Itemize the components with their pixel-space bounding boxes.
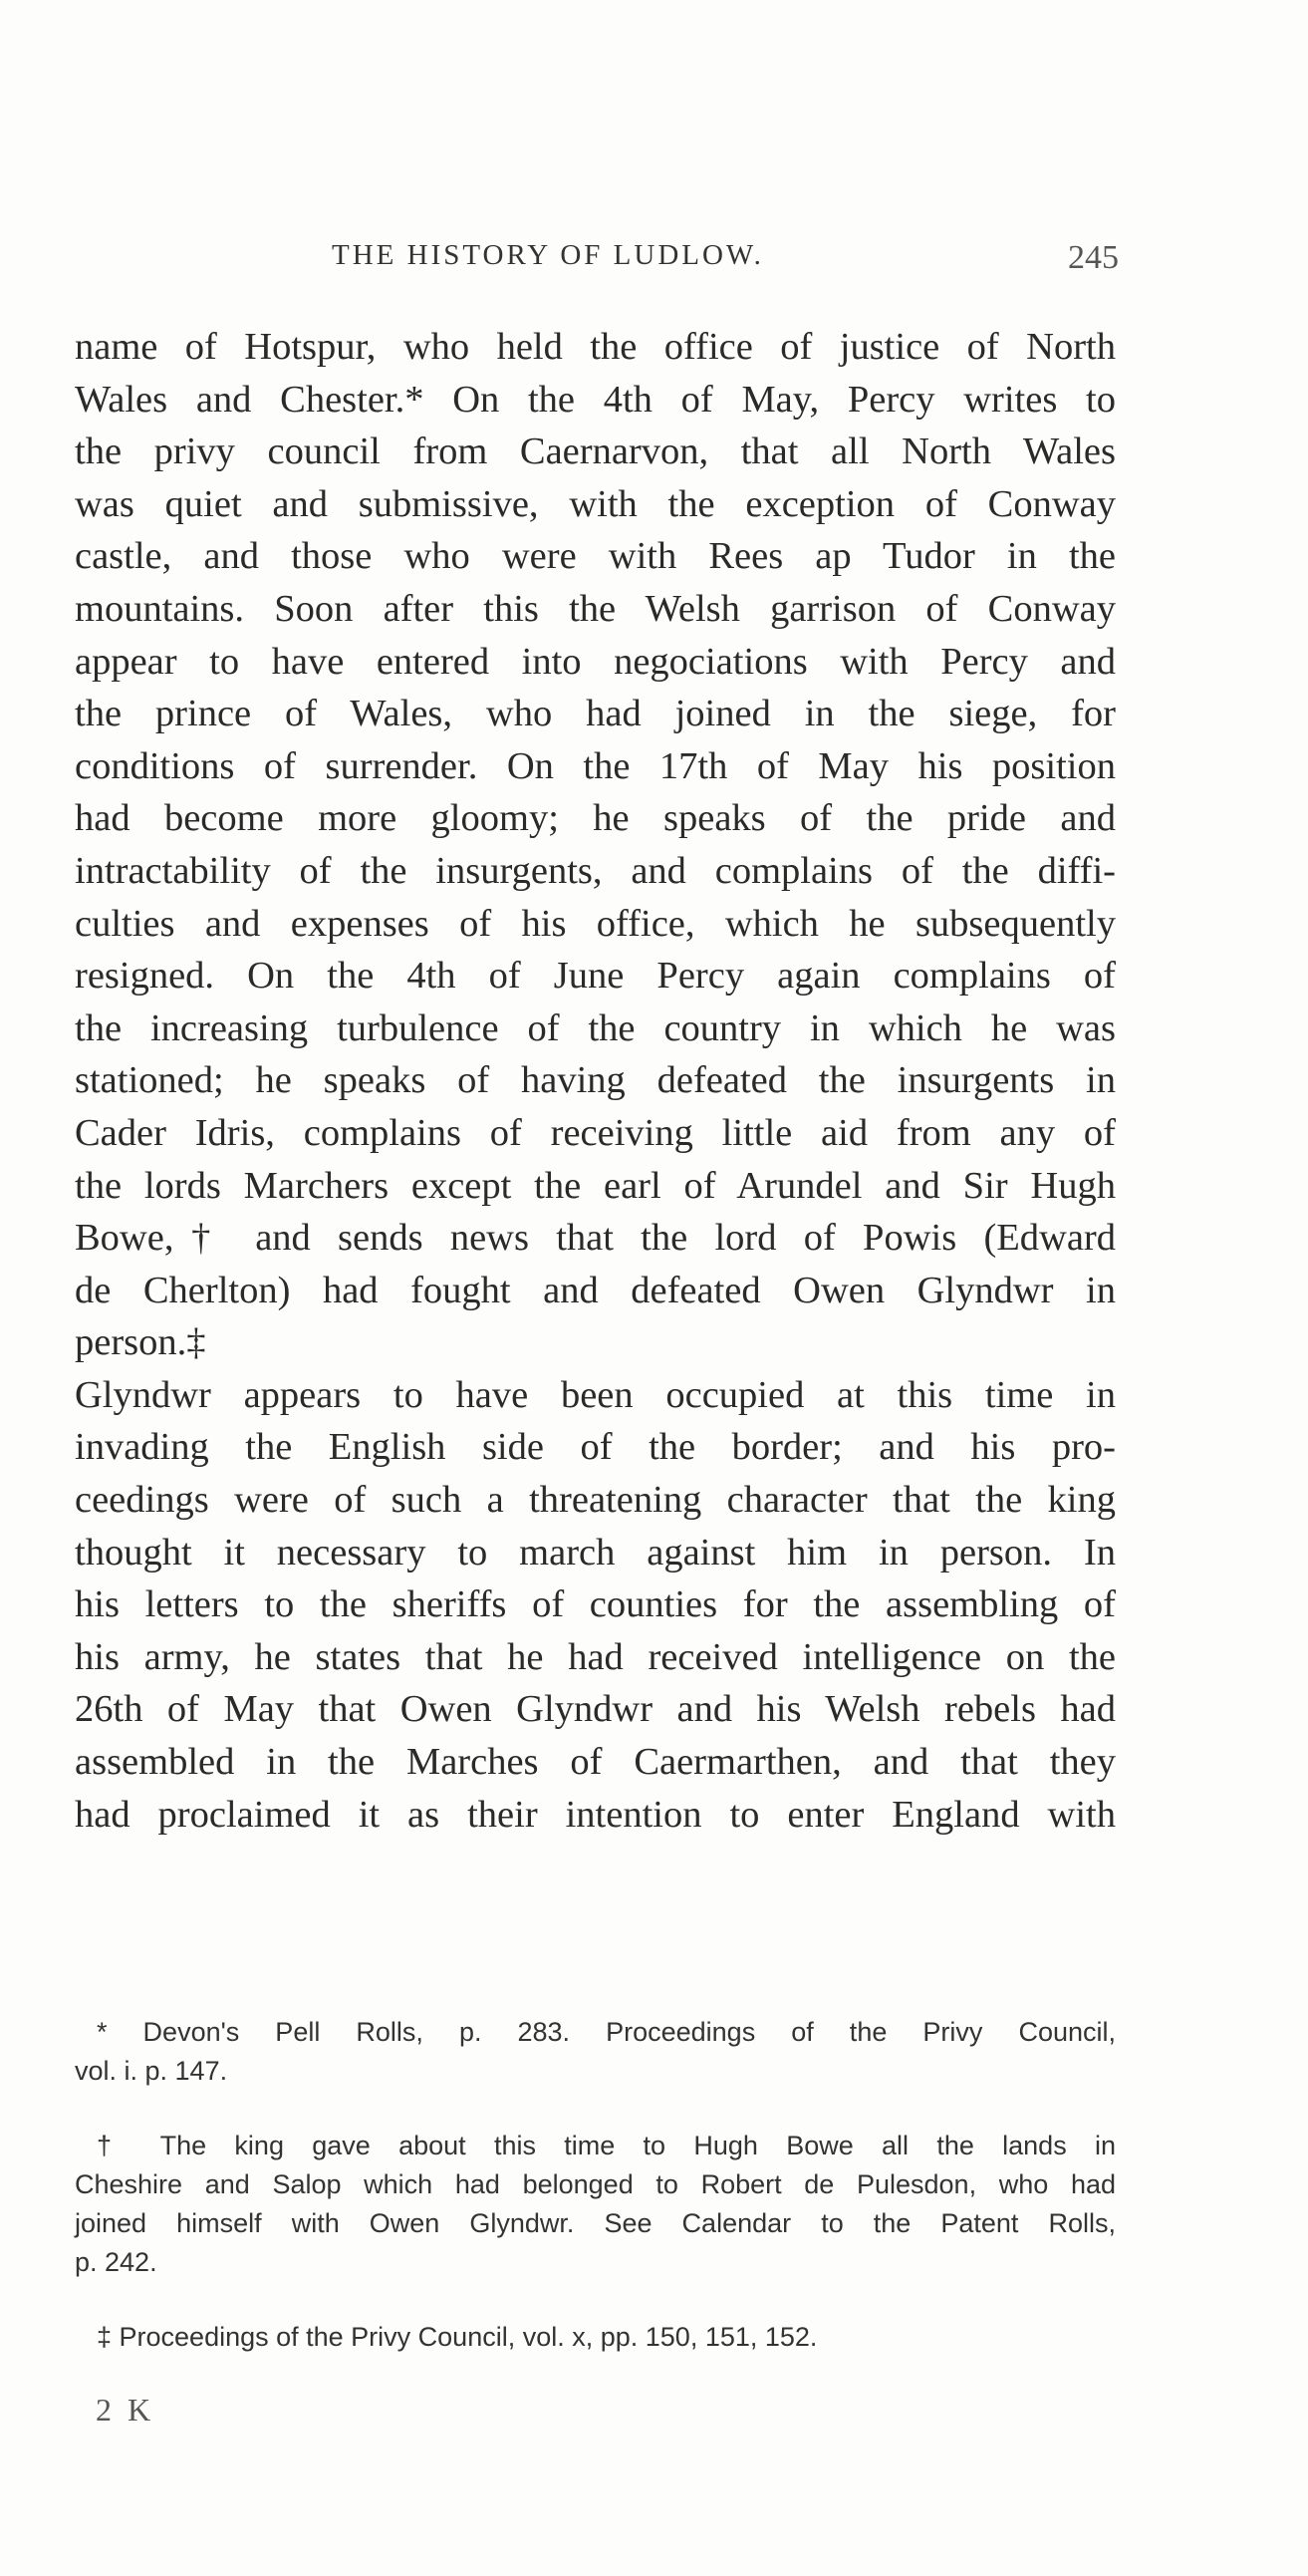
- footnote-line: vol. i. p. 147.: [75, 2056, 228, 2086]
- text-line: name of Hotspur, who held the office of justice of North: [75, 326, 1116, 368]
- text-line: invading the English side of the border; and his pro-: [75, 1426, 1116, 1469]
- text-line: de Cherlton) had fought and defeated Owen Glyndwr in: [75, 1269, 1116, 1311]
- text-line: 26th of May that Owen Glyndwr and his Welsh rebels had: [75, 1688, 1116, 1731]
- text-line: thought it necessary to march against him in person. In: [75, 1531, 1116, 1574]
- text-line: had proclaimed it as their intention to enter England with: [75, 1793, 1116, 1836]
- footnote-line: joined himself with Owen Glyndwr. See Calendar to the Patent Rolls,: [75, 2208, 1116, 2238]
- running-title: THE HISTORY OF LUDLOW.: [332, 239, 764, 271]
- text-line: appear to have entered into negociations with Percy and: [75, 640, 1116, 683]
- footnote-1: [75, 2013, 1116, 2091]
- text-line: the lords Marchers except the earl of Arundel and Sir Hugh: [75, 1164, 1116, 1207]
- footnotes: [75, 2013, 1116, 2357]
- text-line: Wales and Chester.* On the 4th of May, Percy writes to: [75, 378, 1116, 421]
- text-line: culties and expenses of his office, which he subsequently: [75, 902, 1116, 945]
- text-line: ceedings were of such a threatening character that the king: [75, 1479, 1116, 1522]
- text-line: the prince of Wales, who had joined in the siege, for: [75, 693, 1116, 735]
- text-line: was quiet and submissive, with the exception of Conway: [75, 482, 1116, 525]
- text-line: the increasing turbulence of the country in which he was: [75, 1006, 1116, 1049]
- footnote-2: [75, 2127, 1116, 2282]
- body-text: [75, 321, 1116, 1841]
- page-number: 245: [1068, 239, 1119, 276]
- footnote-line: † The king gave about this time to Hugh Bowe all the lands in: [97, 2131, 1116, 2160]
- text-line: assembled in the Marches of Caermarthen, and that they: [75, 1741, 1116, 1784]
- footnote-line: * Devon's Pell Rolls, p. 283. Proceedings of the Privy Council,: [97, 2017, 1116, 2047]
- footnote-3: [75, 2318, 1116, 2357]
- text-line: the privy council from Caernarvon, that all North Wales: [75, 430, 1116, 473]
- text-line: his letters to the sheriffs of counties for the assembling of: [75, 1583, 1116, 1626]
- text-line: his army, he states that he had received intelligence on the: [75, 1635, 1116, 1678]
- text-line: conditions of surrender. On the 17th of May his position: [75, 744, 1116, 787]
- text-line: person.‡: [75, 1321, 206, 1364]
- text-line: Glyndwr appears to have been occupied at this time in: [75, 1373, 1116, 1416]
- text-line: Bowe,† and sends news that the lord of Powis (Edward: [75, 1217, 1116, 1260]
- running-head: [332, 239, 1119, 289]
- footnote-line: Cheshire and Salop which had belonged to Robert de Pulesdon, who had: [75, 2169, 1116, 2199]
- footnote-line: p. 242.: [75, 2247, 157, 2277]
- text-line: Cader Idris, complains of receiving little aid from any of: [75, 1111, 1116, 1154]
- text-line: intractability of the insurgents, and complains of the diffi-: [75, 849, 1116, 892]
- signature-mark: 2 K: [96, 2392, 155, 2428]
- text-line: resigned. On the 4th of June Percy again complains of: [75, 955, 1116, 998]
- text-line: castle, and those who were with Rees ap Tudor in the: [75, 535, 1116, 578]
- text-line: had become more gloomy; he speaks of the pride and: [75, 797, 1116, 840]
- text-line: stationed; he speaks of having defeated the insurgents in: [75, 1059, 1116, 1102]
- text-line: mountains. Soon after this the Welsh garrison of Conway: [75, 587, 1116, 630]
- footnote-line: ‡ Proceedings of the Privy Council, vol. x, pp. 150, 151, 152.: [97, 2322, 818, 2352]
